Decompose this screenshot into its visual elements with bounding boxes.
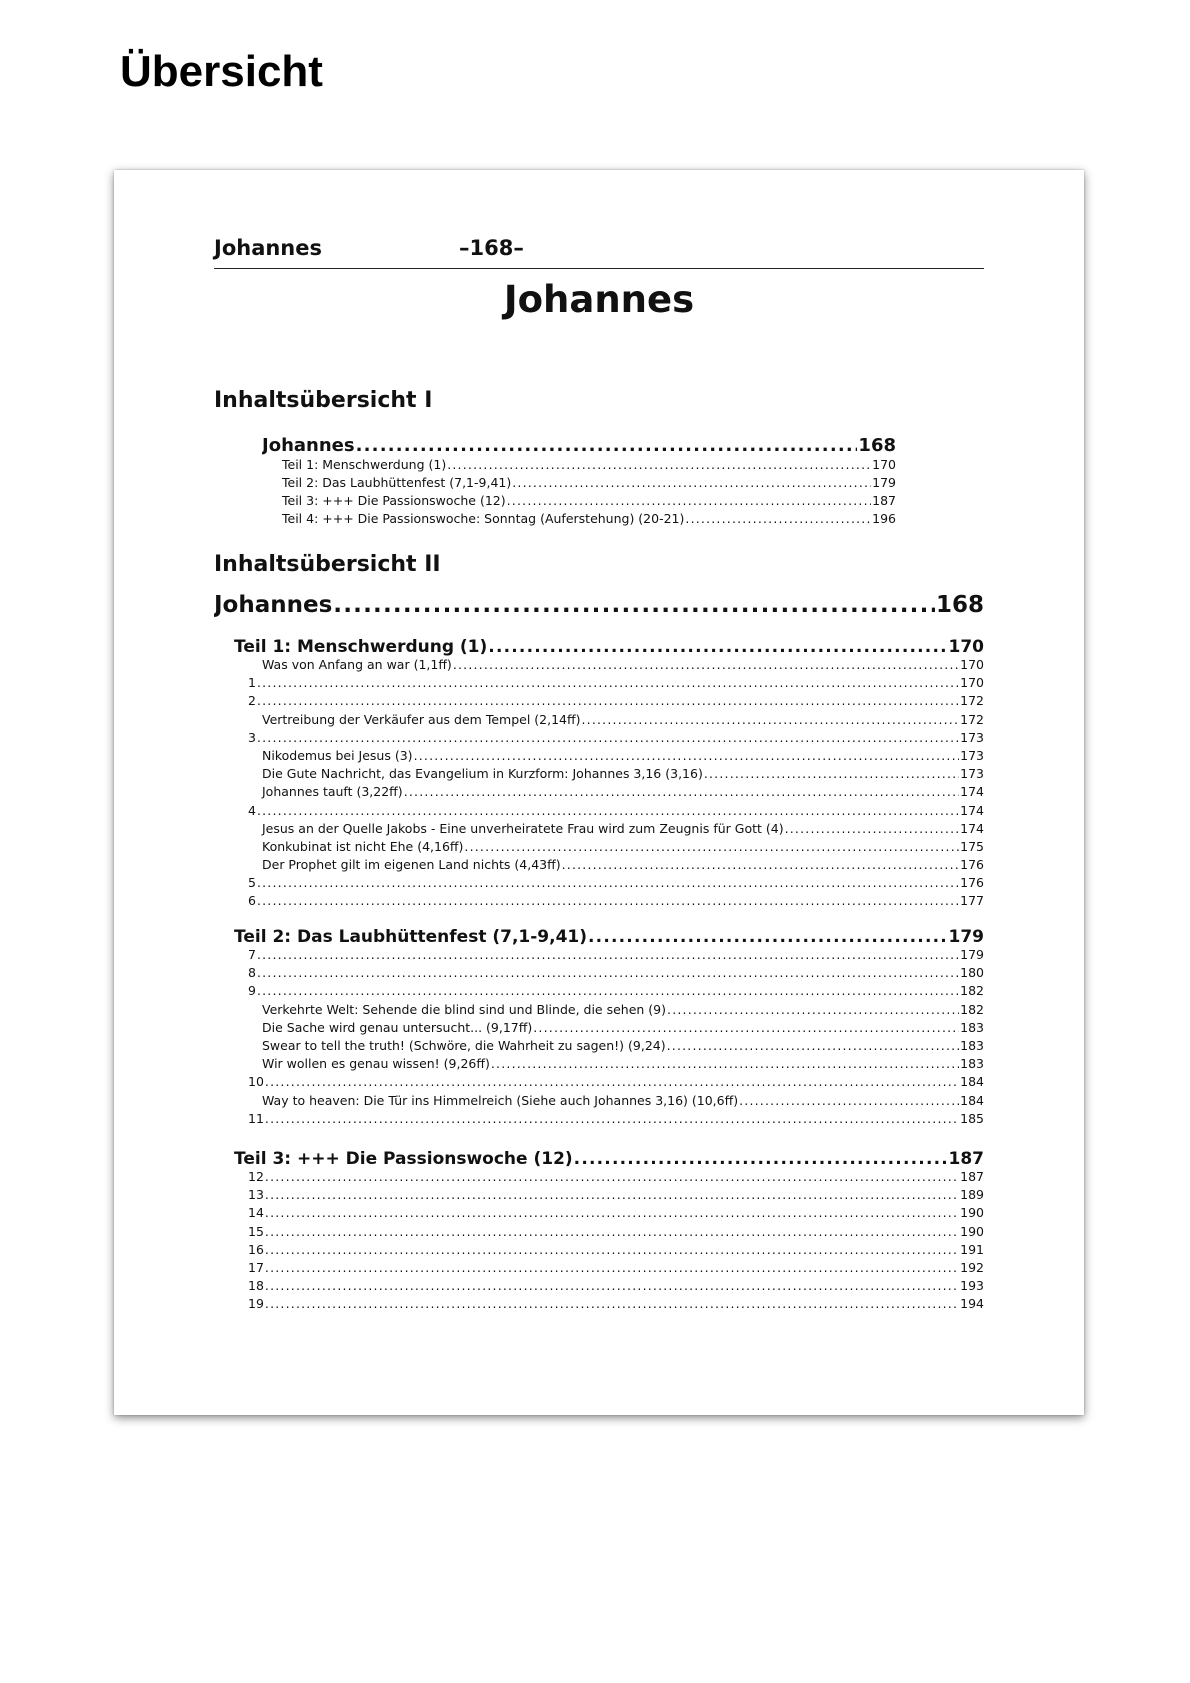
toc-leader	[257, 675, 959, 690]
toc-entry-page: 187	[960, 1169, 984, 1184]
toc-entry-label: Teil 3: +++ Die Passionswoche (12)	[234, 1149, 573, 1169]
toc-part-title[interactable]	[234, 637, 984, 657]
toc-entry-page: 183	[960, 1019, 984, 1035]
toc-leader	[739, 1093, 959, 1108]
toc-entry-label: 2	[248, 693, 256, 709]
toc-leader	[447, 457, 871, 472]
toc-chapter-entry[interactable]	[234, 1205, 984, 1223]
toc-entry-page: 179	[872, 475, 896, 490]
toc-entry-label: Wir wollen es genau wissen! (9,26ff)	[262, 1056, 490, 1072]
toc-entry-label: Was von Anfang an war (1,1ff)	[262, 657, 452, 672]
toc-leader	[404, 784, 959, 799]
toc-leader	[414, 748, 960, 763]
toc-entry[interactable]	[234, 821, 984, 839]
toc1	[262, 435, 896, 529]
toc-entry[interactable]	[234, 748, 984, 766]
toc-leader	[257, 803, 959, 818]
toc-entry-page: 182	[960, 1001, 984, 1017]
toc-leader	[488, 637, 947, 657]
toc-entry-page: 170	[960, 675, 984, 691]
toc-leader	[453, 657, 959, 672]
toc-entry[interactable]	[234, 766, 984, 784]
running-head-page-number: –168–	[459, 236, 524, 260]
toc-part-title[interactable]	[234, 927, 984, 947]
toc2	[214, 592, 984, 632]
toc-leader	[464, 839, 959, 854]
toc-entry-label: 9	[248, 983, 256, 999]
toc-entry[interactable]	[234, 712, 984, 730]
toc-entry-label: Teil 4: +++ Die Passionswoche: Sonntag (Auferstehung) (20-21)	[282, 511, 685, 526]
toc-entry-label: Die Gute Nachricht, das Evangelium in Kurzform: Johannes 3,16 (3,16)	[262, 766, 703, 782]
toc-entry-page: 184	[960, 1092, 984, 1108]
toc-chapter-entry[interactable]	[234, 1242, 984, 1260]
toc-entry[interactable]	[214, 592, 984, 632]
toc-entry-page: 194	[960, 1296, 984, 1312]
toc2-part-2	[234, 927, 984, 1129]
toc-entry-label: 8	[248, 965, 256, 981]
toc-leader	[667, 1002, 959, 1017]
toc-entry-label: 14	[248, 1205, 264, 1221]
toc-leader	[257, 983, 959, 998]
toc-entry-page: 170	[872, 457, 896, 472]
toc-entry[interactable]	[234, 1020, 984, 1038]
document-title: Johannes	[503, 278, 695, 321]
toc-entry-page: 176	[960, 875, 984, 891]
toc-entry-label: 13	[248, 1187, 264, 1203]
toc-leader	[574, 1149, 948, 1169]
toc-chapter-entry[interactable]	[234, 730, 984, 748]
toc-leader	[685, 511, 871, 526]
toc-leader	[512, 475, 871, 490]
toc-chapter-entry[interactable]	[234, 893, 984, 911]
toc-entry-label: Teil 1: Menschwerdung (1)	[234, 637, 488, 657]
toc-entry-page: 172	[960, 693, 984, 709]
toc-entry-label: Johannes tauft (3,22ff)	[262, 784, 403, 800]
toc-entry-page: 185	[960, 1110, 984, 1126]
toc-entry-label: Teil 1: Menschwerdung (1)	[282, 457, 447, 472]
toc-entry-label: Nikodemus bei Jesus (3)	[262, 747, 413, 763]
toc-chapter-entry[interactable]	[234, 947, 984, 965]
toc-entry[interactable]	[262, 493, 896, 511]
toc-chapter-entry[interactable]	[234, 965, 984, 983]
toc-entry-page: 191	[960, 1241, 984, 1257]
toc-leader	[265, 1111, 959, 1126]
toc-entry-label: Verkehrte Welt: Sehende die blind sind und Blinde, die sehen (9)	[262, 1001, 667, 1017]
toc-entry-page: 173	[960, 766, 984, 782]
toc-leader	[265, 1242, 959, 1257]
toc-entry-label: 16	[248, 1241, 264, 1257]
toc-entry-label: Johannes	[262, 435, 355, 456]
toc-leader	[667, 1038, 960, 1053]
toc-entry-page: 193	[960, 1278, 984, 1294]
toc-leader	[562, 857, 960, 872]
toc-entry[interactable]	[234, 1056, 984, 1074]
toc-leader	[257, 893, 959, 908]
toc-leader	[257, 693, 959, 708]
toc-leader	[265, 1278, 959, 1293]
toc-entry-label: Way to heaven: Die Tür ins Himmelreich (Siehe auch Johannes 3,16) (10,6ff)	[262, 1092, 739, 1108]
toc-entry-page: 174	[960, 820, 984, 836]
toc-entry-label: 12	[248, 1169, 264, 1184]
toc-chapter-entry[interactable]	[234, 693, 984, 711]
toc-leader	[265, 1187, 959, 1202]
toc-leader	[265, 1260, 959, 1275]
toc-entry-page: 187	[872, 493, 896, 508]
toc-entry-page: 190	[960, 1205, 984, 1221]
toc2-part-1	[234, 637, 984, 912]
toc-entry-label: 1	[248, 675, 256, 691]
toc-leader	[265, 1074, 959, 1089]
toc-leader	[356, 435, 858, 456]
toc-entry-page: 189	[960, 1187, 984, 1203]
toc-entry[interactable]	[262, 475, 896, 493]
toc-entry-label: Teil 2: Das Laubhüttenfest (7,1-9,41)	[234, 927, 588, 947]
toc-chapter-entry[interactable]	[234, 1111, 984, 1129]
toc-entry-label: 19	[248, 1296, 264, 1312]
toc-entry-label: Teil 3: +++ Die Passionswoche (12)	[282, 493, 506, 508]
toc-entry[interactable]	[262, 435, 896, 457]
toc-leader	[333, 592, 935, 618]
toc-entry[interactable]	[234, 784, 984, 802]
page-heading: Übersicht	[120, 47, 323, 96]
toc-leader	[588, 927, 947, 947]
toc-leader	[704, 766, 959, 781]
toc-entry-label: 17	[248, 1259, 264, 1275]
toc-entry[interactable]	[234, 839, 984, 857]
toc-entry-page: 184	[960, 1074, 984, 1090]
toc-entry-label: 3	[248, 729, 256, 745]
toc-chapter-entry[interactable]	[234, 1224, 984, 1242]
toc-entry[interactable]	[234, 657, 984, 675]
toc1-heading: Inhaltsübersicht I	[214, 388, 433, 413]
toc-entry-label: Der Prophet gilt im eigenen Land nichts (4,43ff)	[262, 857, 561, 873]
toc-entry-label: Konkubinat ist nicht Ehe (4,16ff)	[262, 838, 464, 854]
toc-entry[interactable]	[234, 1002, 984, 1020]
toc-chapter-entry[interactable]	[234, 1296, 984, 1314]
toc-entry-label: 5	[248, 875, 256, 891]
toc-entry-page: 168	[935, 592, 984, 618]
toc-chapter-entry[interactable]	[234, 1169, 984, 1187]
toc-entry-label: Teil 2: Das Laubhüttenfest (7,1-9,41)	[282, 475, 512, 490]
toc-entry-label: Johannes	[214, 592, 333, 618]
toc-entry-page: 179	[948, 927, 984, 947]
toc-leader	[257, 875, 959, 890]
toc-entry-page: 183	[960, 1056, 984, 1072]
toc-leader	[533, 1020, 959, 1035]
toc-leader	[257, 730, 959, 745]
toc-leader	[265, 1296, 959, 1311]
toc-chapter-entry[interactable]	[234, 1260, 984, 1278]
toc-leader	[507, 493, 872, 508]
toc-entry-label: 7	[248, 947, 256, 962]
toc-chapter-entry[interactable]	[234, 1187, 984, 1205]
toc-chapter-entry[interactable]	[234, 1074, 984, 1092]
toc-entry-label: Vertreibung der Verkäufer aus dem Tempel (2,14ff)	[262, 711, 581, 727]
toc-entry-page: 177	[960, 893, 984, 909]
toc-chapter-entry[interactable]	[234, 803, 984, 821]
toc-entry-page: 174	[960, 802, 984, 818]
toc-entry-page: 170	[948, 637, 984, 657]
toc-entry-page: 173	[960, 729, 984, 745]
toc-entry-page: 192	[960, 1259, 984, 1275]
toc-entry-label: 11	[248, 1110, 264, 1126]
toc-leader	[265, 1205, 959, 1220]
toc-entry[interactable]	[262, 457, 896, 475]
toc-entry-page: 170	[960, 657, 984, 672]
toc-chapter-entry[interactable]	[234, 983, 984, 1001]
toc-entry-label: Die Sache wird genau untersucht... (9,17ff)	[262, 1019, 533, 1035]
toc-entry-page: 183	[960, 1037, 984, 1053]
toc-entry-page: 187	[948, 1149, 984, 1169]
toc-leader	[265, 1224, 959, 1239]
toc-entry[interactable]	[262, 511, 896, 529]
toc-entry-page: 196	[872, 511, 896, 526]
toc2-heading: Inhaltsübersicht II	[214, 552, 441, 577]
toc-chapter-entry[interactable]	[234, 675, 984, 693]
toc-entry[interactable]	[234, 1093, 984, 1111]
toc-entry-page: 176	[960, 857, 984, 873]
toc-entry-page: 179	[960, 947, 984, 962]
toc-chapter-entry[interactable]	[234, 1278, 984, 1296]
toc-entry-label: Jesus an der Quelle Jakobs - Eine unverheiratete Frau wird zum Zeugnis für Gott (4)	[262, 820, 784, 836]
toc-leader	[785, 821, 960, 836]
toc-leader	[257, 947, 959, 962]
toc-leader	[491, 1056, 959, 1071]
toc-chapter-entry[interactable]	[234, 875, 984, 893]
toc-entry-page: 190	[960, 1223, 984, 1239]
toc-entry[interactable]	[234, 857, 984, 875]
toc-entry-label: 15	[248, 1223, 264, 1239]
toc-entry-page: 182	[960, 983, 984, 999]
toc-entry-label: 4	[248, 802, 256, 818]
document-page	[114, 170, 1084, 1415]
toc-entry-page: 172	[960, 711, 984, 727]
toc-part-title[interactable]	[234, 1149, 984, 1169]
toc-leader	[581, 712, 959, 727]
toc-leader	[257, 965, 959, 980]
toc-entry-label: 18	[248, 1278, 264, 1294]
toc-leader	[265, 1169, 959, 1184]
running-head	[214, 236, 984, 269]
toc-entry-page: 175	[960, 838, 984, 854]
toc2-part-3	[234, 1149, 984, 1315]
toc-entry-label: 6	[248, 893, 256, 909]
toc-entry-page: 168	[858, 435, 896, 456]
toc-entry-page: 174	[960, 784, 984, 800]
toc-entry-label: Swear to tell the truth! (Schwöre, die Wahrheit zu sagen!) (9,24)	[262, 1037, 666, 1053]
toc-entry-label: 10	[248, 1074, 264, 1090]
toc-entry[interactable]	[234, 1038, 984, 1056]
toc-entry-page: 180	[960, 965, 984, 981]
toc-entry-page: 173	[960, 747, 984, 763]
running-head-title: Johannes	[214, 236, 323, 260]
